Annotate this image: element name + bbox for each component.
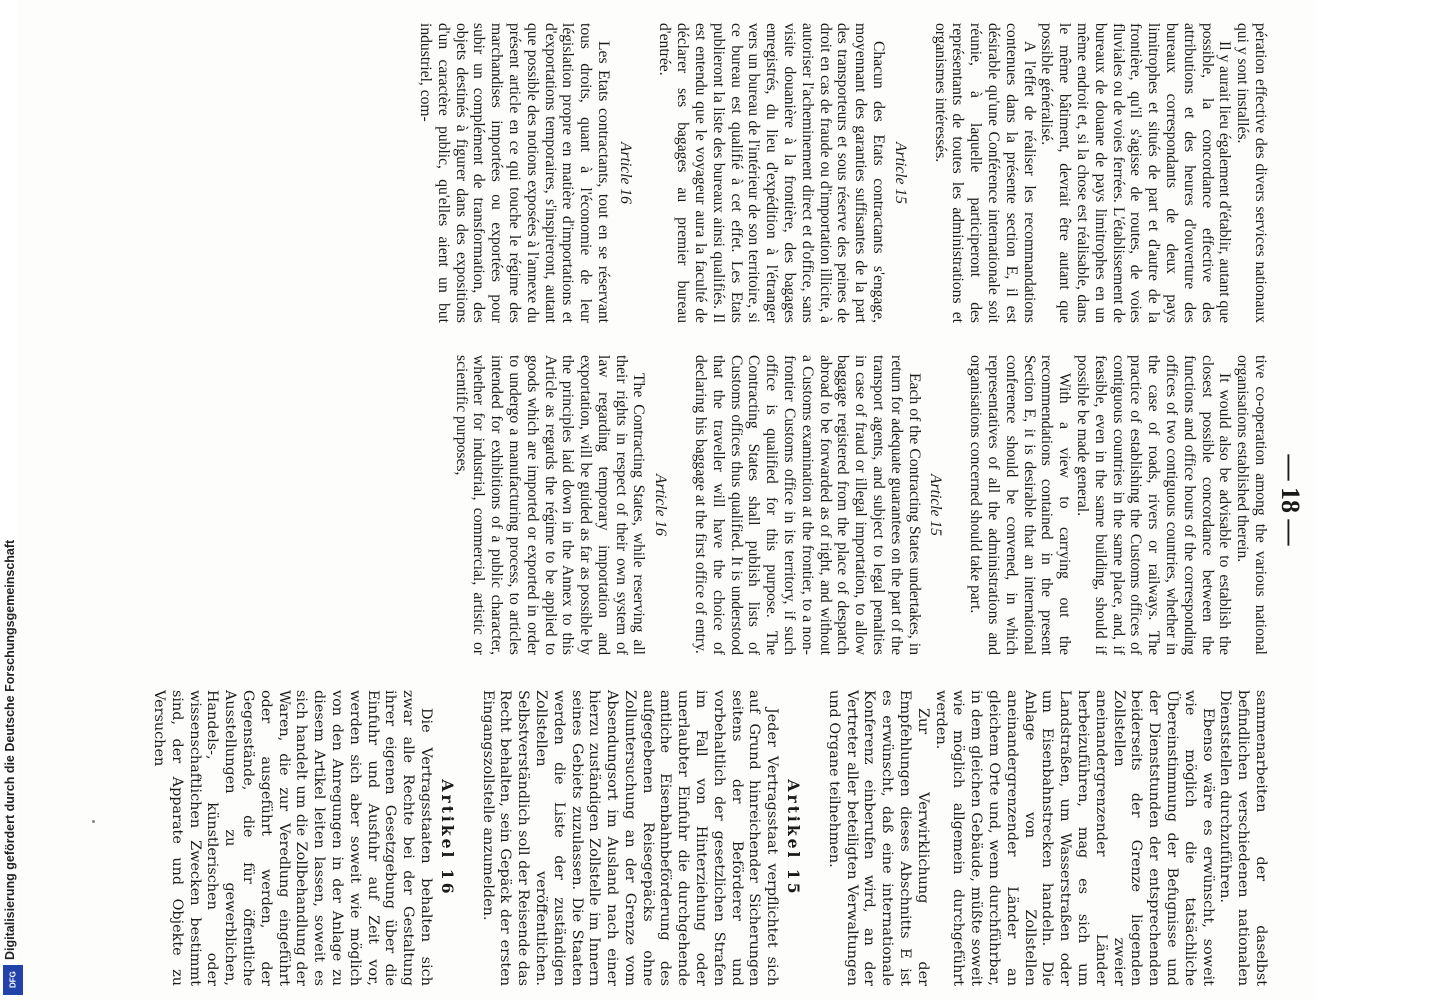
french-paragraph-3: A l'effet de réaliser les recommandations contenues dans la présente section E, il est désirable qu'une Conférence internationale soit réunie, à laquelle participeront des représentants de toutes les administrations et organismes intéressés. bbox=[931, 23, 1038, 323]
french-article-15-text: Chacun des Etats contractants s'engage, moyennant des garanties suffisantes de la part des transporteurs et sous réserve des peines de droit en cas de fraude ou d'importation illicite, à autoriser l'acheminement direct et d'office, sans visite douanière à la frontière, des bagages enregistrés, du lieu d'expédition à l'étranger vers un bureau de l'intérieur de son territoire, si ce bureau est qualifié à cet effet. Les Etats publieront la liste des bureaux ainsi qualifiés. Il est entendu que le voyageur aura la faculté de déclarer ses bagages au premier bureau d'entrée. bbox=[656, 23, 888, 323]
scan-speck bbox=[92, 820, 95, 823]
english-column bbox=[452, 355, 1269, 655]
english-article-16-text: The Contracting States, while reserving all their rights in respect of their own system of law regarding temporary importation and exportation, will be guided as far as possible by the principles laid down in the Annex to this Article as regards the régime to be applied to goods which are imported or exported in order to undergo a manufacturing process, to articles intended for exhibitions of a public character, whether for industrial, commercial, artistic or scientific purposes, bbox=[452, 355, 648, 655]
german-column bbox=[149, 690, 1269, 986]
digitization-credit: Digitalisierung gefördert durch die Deutsche Forschungsgemeinschaft bbox=[3, 539, 17, 960]
english-paragraph-3: With a view to carrying out the recommendations contained in the present Section E, it is desirable that an international conference should be convened, in which representatives of all the administrations and organisations concerned should take part. bbox=[967, 355, 1074, 655]
german-paragraph-3: Zur Verwirklichung der Empfehlungen dieses Abschnitts E ist es erwünscht, daß eine internationale Konferenz einberufen wird, an der Vertreter aller beteiligten Verwaltungen und Organe teilnehmen. bbox=[825, 690, 931, 986]
english-article-16-heading: Article 16 bbox=[652, 474, 670, 536]
french-article-15-heading: Article 15 bbox=[891, 142, 909, 204]
german-intro: sammenarbeiten der daselbst befindlichen verschiedenen nationalen Dienststellen durchzuführen. bbox=[1217, 690, 1269, 986]
english-intro: tive co-operation among the various national organisations established therein. bbox=[1234, 355, 1269, 655]
document-page bbox=[17, 0, 1317, 1000]
digitization-footer bbox=[0, 0, 24, 1000]
german-paragraph-2: Ebenso wäre es erwünscht, soweit wie möglich die tatsächliche Übereinstimmung der Befugnisse und der Dienststunden der entsprechenden beiderseits der Grenze liegenden Zollstellen zweier aneinandergrenzender Länder herbeizuführen, mag es sich um Landstraßen, um Wasserstraßen oder um Eisenbahnstrecken handeln. Die Anlage von Zollstellen aneinandergrenzender Länder an gleichem Orte und, wenn durchführbar, in dem gleichen Gebäude, müßte soweit wie möglich allgemein durchgeführt werden. bbox=[932, 690, 1216, 986]
french-intro: pération effective des divers services nationaux qui y sont installés. bbox=[1234, 23, 1269, 323]
english-article-15-text: Each of the Contracting States undertakes, in return for adequate guarantees on the part of the transport agents, and subject to legal penalties in case of fraud or illegal importation, to allow baggage registered from the place of despatch abroad to be forwarded as of right, and without a Customs examination at the frontier, to a non-frontier Customs office in its territory, if such office is qualified for this purpose. The Contracting States shall publish lists of Customs offices thus qualified. It is understood that the traveller will have the choice of declaring his baggage at the first office of entry. bbox=[692, 355, 923, 655]
french-article-16-heading: Article 16 bbox=[616, 142, 634, 204]
english-paragraph-2: It would also be advisable to establish the closest possible concordance between the functions and office hours of the corresponding offices of two contiguous countries, whether in the case of roads, rivers or railways. The practice of establishing the Customs offices of contiguous countries in the same place, and, if feasible, even in the same building, should if possible be made general. bbox=[1074, 355, 1234, 655]
french-paragraph-2: Il y aurait lieu également d'établir, autant que possible, la concordance effective des attributions et des heures d'ouverture des bureaux correspondants de deux pays limitrophes et situés de part et d'autre de la frontière, qu'il s'agisse de routes, de voies fluviales ou de voies ferrées. L'établissement de bureaux de douane de pays limitrophes en un même endroit et, si la chose est réalisable, dans le même bâtiment, devrait être autant que possible généralisé. bbox=[1038, 23, 1234, 323]
german-article-16-heading: Artikel 16 bbox=[437, 779, 457, 897]
french-article-16-text: Les Etats contractants, tout en se réservant tous droits, quant à l'économie de leur législation propre en matière d'importations et d'exportations temporaires, s'inspireront, autant que possible des notions exposées à l'annexe du présent article en ce qui touche le régime des marchandises importées ou exportées pour subir un complément de transformation, des objets destinés à figurer dans des expositions d'un caractère public, qu'elles aient un but industriel, com- bbox=[416, 23, 612, 323]
german-article-16-text: Die Vertragsstaaten behalten sich zwar alle Rechte bei der Gestaltung ihrer eigenen Gesetzgebung über die Einfuhr und Ausfuhr auf Zeit vor, werden sich aber soweit wie möglich von den Anregungen in der Anlage zu diesem Artikel leiten lassen, soweit es sich handelt um die Zollbehandlung der Waren, die zur Veredlung eingeführt oder ausgeführt werden, der Gegenstände, die für öffentliche Ausstellungen zu gewerblichen, Handels-, künstlerischen oder wissenschaftlichen Zwecken bestimmt sind, der Apparate und Objekte zu Versuchen bbox=[150, 690, 434, 986]
dfg-logo: DFG bbox=[3, 965, 23, 995]
page-number: — 18 — bbox=[1276, 454, 1305, 546]
german-article-15-text: Jeder Vertragsstaat verpflichtet sich auf Grund hinreichender Sicherungen seitens der Beförderer und vorbehaltlich der gesetzlichen Strafen im Fall von Hinterziehung oder unerlaubter Einfuhr die durchgehende amtliche Eisenbahnbeförderung des aufgegebenen Reisegepäcks ohne Zolluntersuchung an der Grenze vom Absendungsort im Ausland nach einer hierzu zuständigen Zollstelle im Innern seines Gebiets zuzulassen. Die Staaten werden die Liste der zuständigen Zollstellen veröffentlichen. Selbstverständlich soll der Reisende das Recht behalten, sein Gepäck der ersten Eingangszollstelle anzumelden. bbox=[479, 690, 781, 986]
german-article-15-heading: Artikel 15 bbox=[784, 779, 804, 897]
english-article-15-heading: Article 15 bbox=[927, 474, 945, 536]
french-column bbox=[416, 23, 1269, 323]
